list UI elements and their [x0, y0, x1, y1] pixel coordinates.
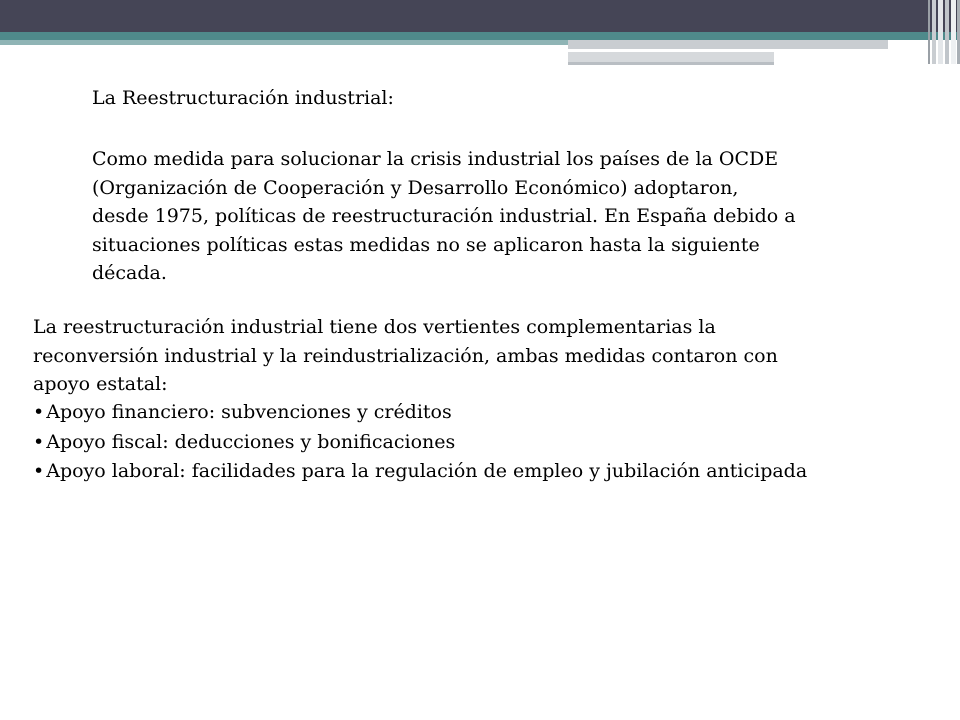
- paragraph-line: apoyo estatal:: [33, 373, 168, 395]
- corner-stripe: [928, 0, 930, 64]
- corner-stripe: [945, 0, 949, 64]
- paragraph-line: (Organización de Cooperación y Desarrollo Económico) adoptaron,: [92, 176, 739, 199]
- list-item-text: Apoyo fiscal: deducciones y bonificaciones: [46, 430, 456, 453]
- paragraph-line: desde 1975, políticas de reestructuración industrial. En España debido a: [92, 205, 796, 227]
- paragraph-line: La reestructuración industrial tiene dos vertientes complementarias la: [33, 316, 716, 338]
- bullet-icon: •: [33, 430, 45, 453]
- header-teal-light-bar: [0, 40, 568, 45]
- corner-stripes: [926, 0, 960, 64]
- paragraph-line: Como medida para solucionar la crisis industrial los países de la OCDE: [92, 148, 779, 170]
- header-teal-bar: [0, 32, 960, 40]
- support-list: [33, 398, 807, 487]
- header-gray-low-edge: [568, 62, 774, 65]
- bullet-icon: •: [33, 460, 45, 482]
- slide-heading: La Reestructuración industrial:: [92, 87, 394, 109]
- list-item-text: Apoyo financiero: subvenciones y créditos: [46, 401, 452, 423]
- header-dark-bar: [0, 0, 960, 32]
- list-item: [33, 457, 807, 487]
- corner-stripe: [932, 0, 936, 64]
- corner-stripe: [951, 0, 956, 64]
- paragraph-line: década.: [92, 262, 167, 284]
- paragraph-line: situaciones políticas estas medidas no se aplicaron hasta la siguiente: [92, 233, 760, 256]
- corner-stripe: [938, 0, 943, 64]
- paragraph-line: reconversión industrial y la reindustrialización, ambas medidas contaron con: [33, 344, 778, 367]
- bullet-icon: •: [33, 401, 45, 423]
- paragraph-intro: [92, 145, 872, 288]
- list-item: [33, 398, 807, 428]
- list-item: [33, 428, 807, 458]
- paragraph-vertientes: [33, 313, 893, 399]
- list-item-text: Apoyo laboral: facilidades para la regulación de empleo y jubilación anticipada: [46, 460, 808, 482]
